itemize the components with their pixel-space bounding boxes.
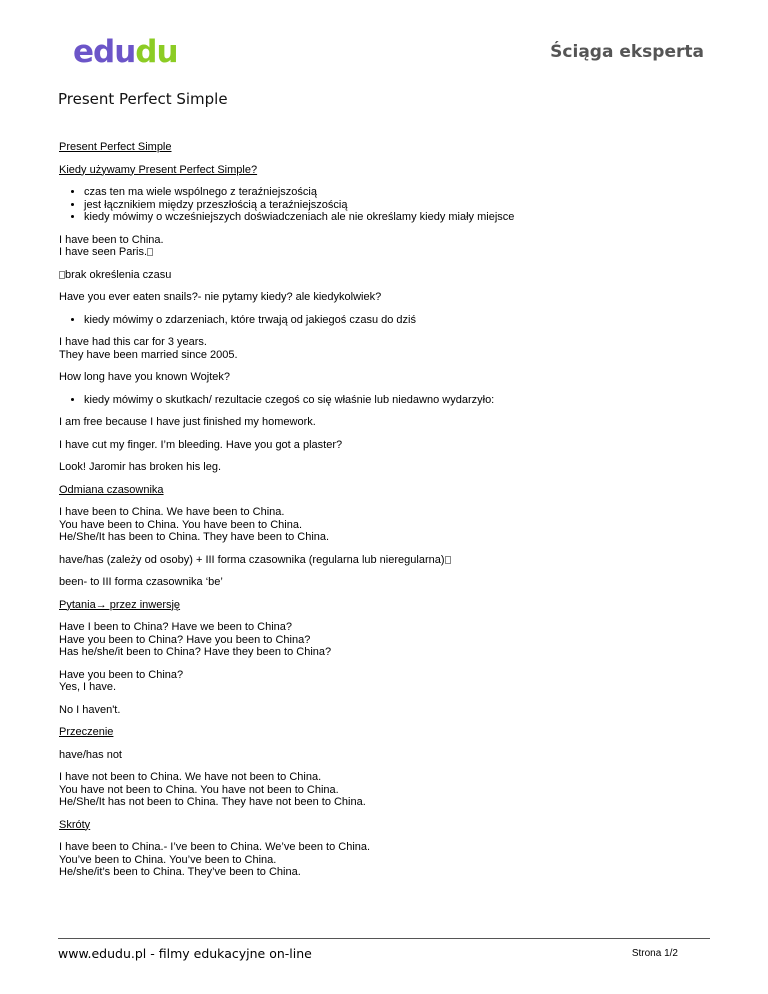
section-heading: Skróty (59, 818, 91, 831)
paragraph: Have you ever eaten snails?- nie pytamy kiedy? ale kiedykolwiek? (59, 291, 382, 303)
footer-divider (58, 938, 710, 939)
paragraph: I am free because I have just finished my homework. (59, 416, 316, 428)
example-line: I have been to China. We have been to China. (59, 506, 285, 518)
example-line: You have been to China. You have been to China. (59, 518, 303, 531)
example-line: Yes, I have. (59, 681, 117, 693)
note-text: brak określenia czasu (65, 268, 172, 281)
example-line: He/She/It has not been to China. They have not been to China. (59, 796, 366, 808)
paragraph (59, 554, 709, 567)
example-line: You’ve been to China. You’ve been to China. (59, 853, 277, 866)
example-block (59, 336, 709, 361)
section-heading: Pytania→ przez inwersję (59, 598, 181, 611)
example-line: I have seen Paris. (59, 246, 148, 258)
list-item: • kiedy mówimy o skutkach/ rezultacie czegoś co się właśnie lub niedawno wydarzyło: (84, 394, 709, 407)
list-item: • jest łącznikiem między przeszłością a teraźniejszością (84, 199, 709, 212)
section-heading: Odmiana czasownika (59, 483, 164, 496)
list-item: • czas ten ma wiele wspólnego z teraźniejszością (84, 186, 709, 199)
example-line: They have been married since 2005. (59, 348, 238, 361)
page-title: Present Perfect Simple (58, 90, 228, 108)
footer-site-link[interactable]: www.edudu.pl - filmy edukacyjne on-line (58, 946, 312, 961)
example-block (59, 669, 709, 694)
missing-glyph-box (147, 248, 153, 256)
document-body (59, 141, 709, 889)
tagline: Ściąga eksperta (550, 42, 704, 62)
example-line: I have had this car for 3 years. (59, 336, 207, 348)
example-line: Has he/she/it been to China? Have they been to China? (59, 646, 332, 658)
section-heading: Present Perfect Simple (59, 141, 172, 153)
rule-text: have/has (zależy od osoby) + III forma czasownika (regularna lub nieregularna) (59, 553, 445, 566)
paragraph: been- to III forma czasownika ‘be’ (59, 576, 223, 588)
list-item: • kiedy mówimy o wcześniejszych doświadczeniach ale nie określamy kiedy miały miejsce (84, 211, 709, 224)
example-line: Have you been to China? (59, 668, 184, 681)
paragraph: have/has not (59, 748, 122, 761)
logo-part-du: du (135, 34, 178, 70)
note (59, 269, 709, 282)
bullet-list (59, 186, 709, 224)
example-line: I have been to China.- I’ve been to China. We’ve been to China. (59, 841, 371, 853)
example-line: I have been to China. (59, 233, 164, 246)
example-block (59, 621, 709, 659)
example-line: He/she/it’s been to China. They’ve been to China. (59, 866, 301, 878)
section-heading: Kiedy używamy Present Perfect Simple? (59, 163, 258, 176)
example-line: You have not been to China. You have not been to China. (59, 783, 339, 796)
paragraph: Look! Jaromir has broken his leg. (59, 461, 222, 473)
example-line: Have I been to China? Have we been to China? (59, 621, 292, 633)
logo-part-edu: edu (73, 34, 136, 70)
list-item: • kiedy mówimy o zdarzeniach, które trwają od jakiegoś czasu do dziś (84, 314, 709, 327)
example-block (59, 506, 709, 544)
example-block (59, 841, 709, 879)
section-heading: Przeczenie (59, 726, 114, 738)
page-number: Strona 1/2 (631, 948, 678, 959)
bullet-list (59, 314, 709, 327)
header (0, 0, 768, 80)
example-line: I have not been to China. We have not been to China. (59, 771, 322, 783)
paragraph: How long have you known Wojtek? (59, 371, 231, 383)
bullet-list (59, 394, 709, 407)
example-block (59, 234, 709, 259)
example-block (59, 771, 709, 809)
edudu-logo[interactable] (73, 34, 178, 70)
example-line: He/She/It has been to China. They have been to China. (59, 531, 330, 543)
paragraph: No I haven't. (59, 703, 121, 716)
missing-glyph-box (445, 556, 451, 564)
example-line: Have you been to China? Have you been to China? (59, 633, 311, 646)
paragraph: I have cut my finger. I’m bleeding. Have you got a plaster? (59, 438, 343, 451)
